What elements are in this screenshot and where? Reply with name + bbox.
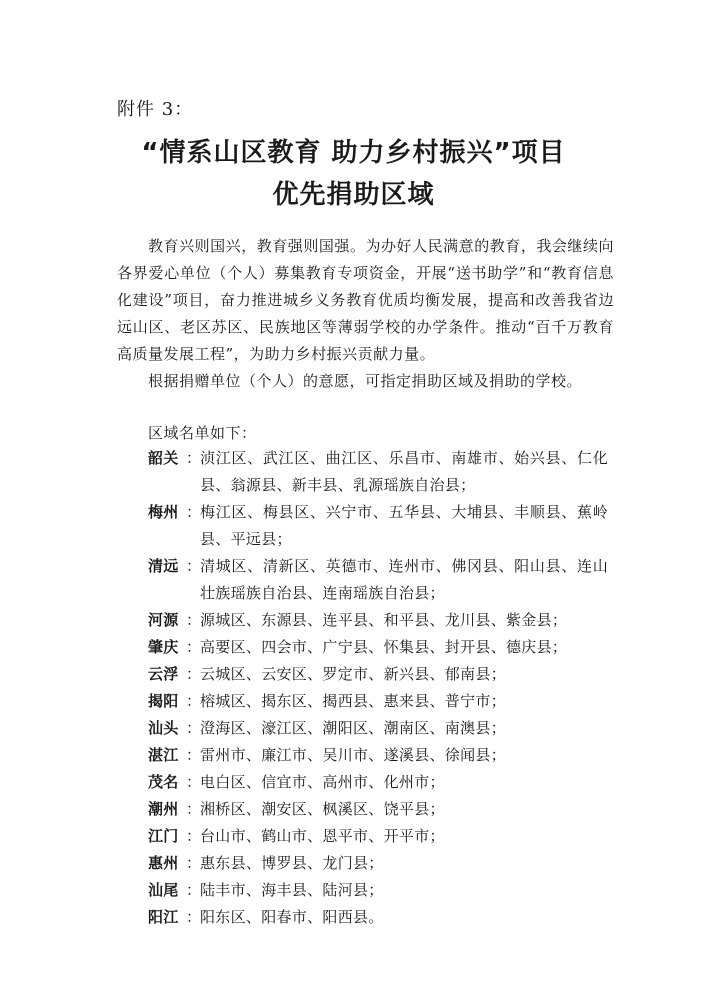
region-item: [148, 823, 608, 850]
region-colon: ：: [186, 665, 202, 683]
region-name: 韶关: [148, 449, 179, 467]
region-colon: ：: [186, 503, 202, 521]
region-list: [148, 445, 608, 931]
donor-intent-paragraph: 根据捐赠单位（个人）的意愿，可指定捐助区域及捐助的学校。: [148, 372, 583, 390]
region-item: [148, 742, 608, 769]
region-colon: ：: [186, 719, 202, 737]
region-colon: ：: [186, 449, 202, 467]
region-areas: 阳东区、阳春市、阳西县。: [200, 908, 384, 926]
region-colon: ：: [186, 611, 202, 629]
region-name: 清远: [148, 557, 179, 575]
region-name: 云浮: [148, 665, 179, 683]
region-name: 湛江: [148, 746, 179, 764]
region-areas: 陆丰市、海丰县、陆河县；: [200, 881, 384, 899]
region-areas: 台山市、鹤山市、恩平市、开平市；: [200, 827, 445, 845]
region-colon: ：: [186, 854, 202, 872]
region-item: [148, 634, 608, 661]
region-name: 肇庆: [148, 638, 179, 656]
region-colon: ：: [186, 881, 202, 899]
region-areas: 高要区、四会市、广宁县、怀集县、封开县、德庆县；: [200, 638, 568, 656]
intro-paragraph: 教育兴则国兴，教育强则国强。为办好人民满意的教育，我会继续向各界爱心单位（个人）募集教育专项资金，开展“送书助学”和“教育信息化建设”项目，奋力推进城乡义务教育优质均衡发展，提高和改善我省边远山区、老区苏区、民族地区等薄弱学校的办学条件。推动“百千万教育高质量发展工程”，为助力乡村振兴贡献力量。: [117, 237, 614, 363]
region-item: [148, 661, 608, 688]
region-colon: ：: [186, 908, 202, 926]
region-name: 梅州: [148, 503, 179, 521]
region-areas: 源城区、东源县、连平县、和平县、龙川县、紫金县；: [200, 611, 568, 629]
region-colon: ：: [186, 638, 202, 656]
region-areas: 湘桥区、潮安区、枫溪区、饶平县；: [200, 800, 445, 818]
region-name: 江门: [148, 827, 179, 845]
document-title-line-1: “情系山区教育 助力乡村振兴”项目: [141, 138, 566, 168]
region-areas: 梅江区、梅县区、兴宁市、五华县、大埔县、丰顺县、蕉岭县、平远县；: [200, 503, 608, 548]
region-item: [148, 688, 608, 715]
region-name: 潮州: [148, 800, 179, 818]
region-areas: 云城区、云安区、罗定市、新兴县、郁南县；: [200, 665, 507, 683]
region-name: 河源: [148, 611, 179, 629]
region-areas: 惠东县、博罗县、龙门县；: [200, 854, 384, 872]
region-colon: ：: [186, 800, 202, 818]
region-item: [148, 796, 608, 823]
region-name: 汕头: [148, 719, 179, 737]
region-name: 惠州: [148, 854, 179, 872]
region-areas: 电白区、信宜市、高州市、化州市；: [200, 773, 445, 791]
region-item: [148, 769, 608, 796]
region-item: [148, 877, 608, 904]
region-name: 阳江: [148, 908, 179, 926]
region-colon: ：: [186, 773, 202, 791]
region-areas: 雷州市、廉江市、吴川市、遂溪县、徐闻县；: [200, 746, 507, 764]
region-areas: 浈江区、武江区、曲江区、乐昌市、南雄市、始兴县、仁化县、翁源县、新丰县、乳源瑶族自治县；: [200, 449, 608, 494]
document-title-line-2: 优先捐助区域: [272, 180, 435, 210]
region-item: [148, 607, 608, 634]
region-name: 茂名: [148, 773, 179, 791]
region-item: [148, 445, 608, 499]
region-areas: 榕城区、揭东区、揭西县、惠来县、普宁市；: [200, 692, 507, 710]
region-name: 揭阳: [148, 692, 179, 710]
region-colon: ：: [186, 827, 202, 845]
region-item: [148, 904, 608, 931]
region-item: [148, 499, 608, 553]
region-name: 汕尾: [148, 881, 179, 899]
region-list-header: 区域名单如下：: [148, 424, 257, 442]
region-item: [148, 850, 608, 877]
region-areas: 澄海区、濠江区、潮阳区、潮南区、南澳县；: [200, 719, 507, 737]
region-areas: 清城区、清新区、英德市、连州市、佛冈县、阳山县、连山壮族瑶族自治县、连南瑶族自治县；: [200, 557, 608, 602]
region-colon: ：: [186, 557, 202, 575]
region-item: [148, 715, 608, 742]
region-colon: ：: [186, 692, 202, 710]
region-item: [148, 553, 608, 607]
region-colon: ：: [186, 746, 202, 764]
attachment-label: 附件 3：: [117, 99, 194, 120]
